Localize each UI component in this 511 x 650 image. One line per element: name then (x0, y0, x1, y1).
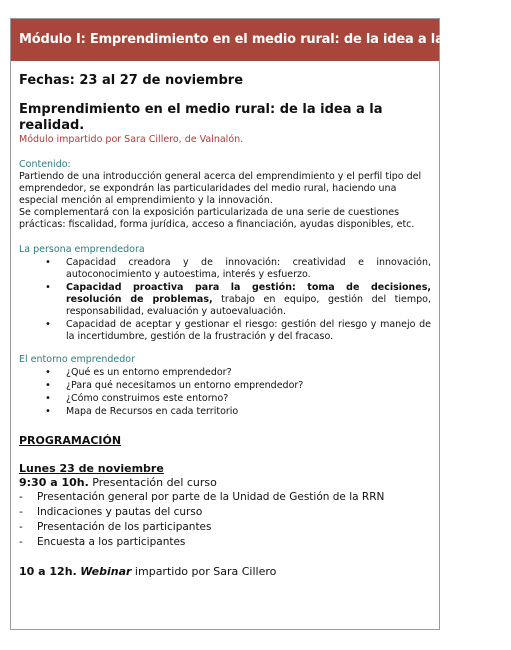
session-2-rest: impartido por Sara Cillero (131, 565, 277, 578)
list-item (19, 319, 431, 343)
entorno-list (19, 367, 431, 418)
session-2-type: Webinar (80, 565, 132, 578)
list-item-bold: Capacidad proactiva para la gestión: toma de decisiones, resolución de problemas, (66, 282, 431, 305)
course-instructor: Módulo impartido por Sara Cillero, de Valnalón. (19, 134, 244, 145)
list-item: - Encuesta a los participantes (19, 535, 431, 550)
list-item: - Indicaciones y pautas del curso (19, 505, 431, 520)
contenido-heading: Contenido: (19, 159, 71, 170)
persona-heading: La persona emprendedora (19, 244, 145, 255)
list-item: • ¿Cómo construimos este entorno? (19, 393, 431, 405)
course-title: Emprendimiento en el medio rural: de la idea a la realidad. (19, 102, 383, 133)
session-1-list (19, 490, 431, 550)
entorno-heading: El entorno emprendedor (19, 354, 135, 365)
list-item: • ¿Qué es un entorno emprendedor? (19, 367, 431, 379)
document-content (11, 61, 439, 579)
list-item (19, 257, 431, 281)
list-item: • Mapa de Recursos en cada territorio (19, 406, 431, 418)
module-header (11, 19, 511, 61)
contenido-paragraph-2: Se complementará con la exposición particularizada de una serie de cuestiones prácticas: fiscalidad, forma jurídica, acceso a financiación, ayudas disponibles, etc. (19, 207, 415, 230)
session-2-time: 10 a 12h. (19, 565, 77, 578)
list-item: - Presentación de los participantes (19, 520, 431, 535)
list-item: • ¿Para qué necesitamos un entorno emprendedor? (19, 380, 431, 392)
list-item-text: trabajo en equipo, gestión del tiempo, responsabilidad, evaluación y autoevaluación. (66, 294, 432, 317)
persona-list (19, 257, 431, 343)
document-page (10, 18, 511, 630)
contenido-paragraph-1: Partiendo de una introducción general acerca del emprendimiento y el perfil tipo del emprendedor, se expondrán las particularidades del medio rural, haciendo una especial mención al emprendimiento y la innovación. (19, 171, 422, 206)
session-1 (19, 476, 431, 490)
session-1-title: Presentación del curso (88, 476, 217, 489)
list-item: - Presentación general por parte de la Unidad de Gestión de la RRN (19, 490, 431, 505)
module-title: Módulo I: Emprendimiento en el medio rural: de la idea a la realidad. (19, 32, 511, 47)
list-item-text: Capacidad creadora y de innovación: creatividad e innovación, autoconocimiento y autoestima, interés y esfuerzo. (66, 257, 431, 280)
programacion-heading: PROGRAMACIÓN (19, 434, 122, 447)
session-1-time: 9:30 a 10h. (19, 476, 89, 489)
day-heading: Lunes 23 de noviembre (19, 462, 164, 475)
list-item-text: Capacidad de aceptar y gestionar el riesgo: gestión del riesgo y manejo de la incertidumbre, gestión de la frustración y del fracaso. (66, 319, 431, 342)
list-item (19, 282, 431, 318)
session-2 (19, 565, 431, 579)
course-dates: Fechas: 23 al 27 de noviembre (19, 73, 244, 88)
